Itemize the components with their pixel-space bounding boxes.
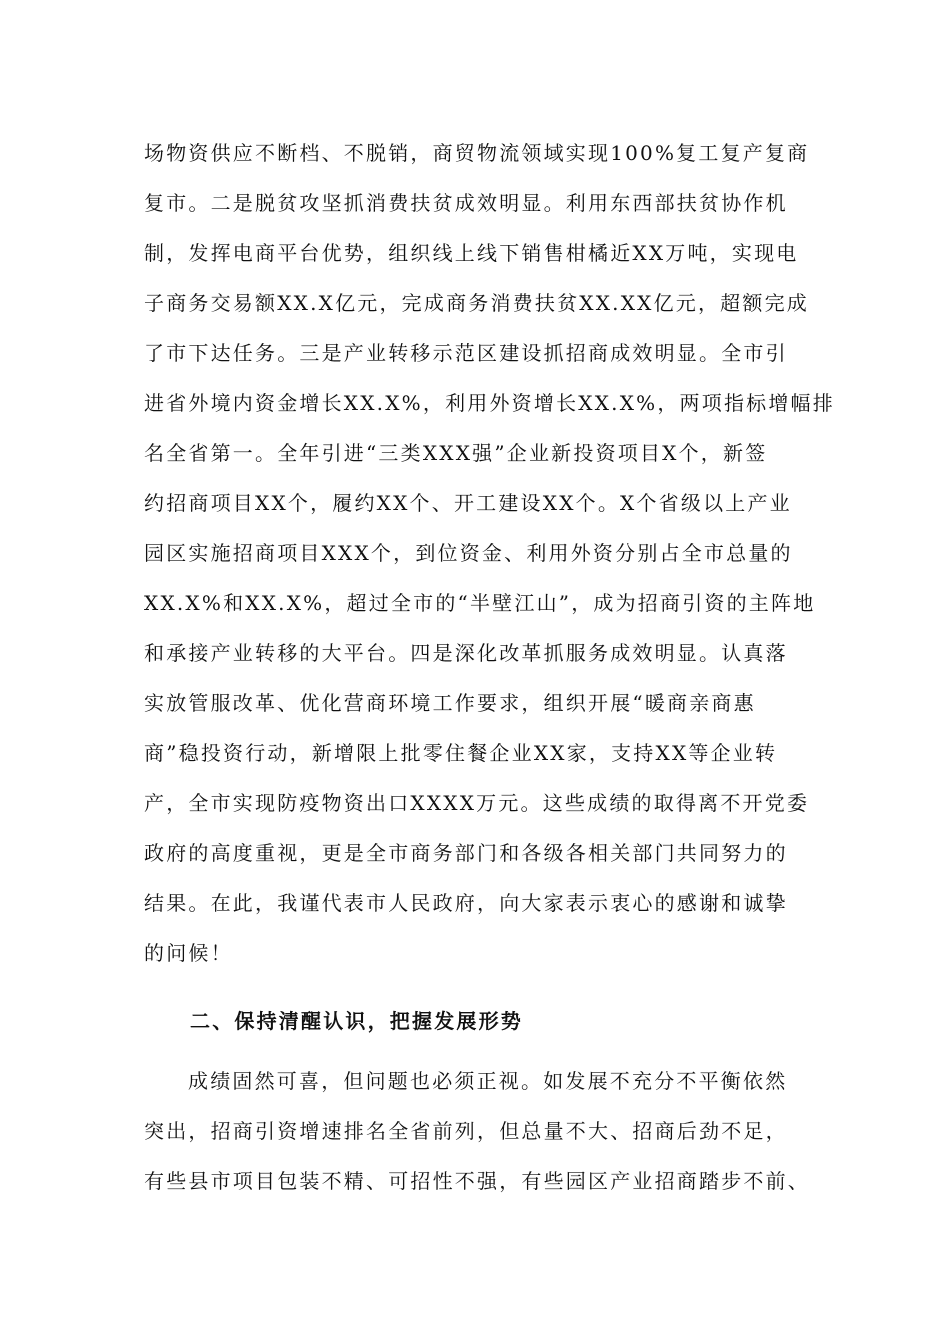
body-line: 子商务交易额XX.X亿元，完成商务消费扶贫XX.XX亿元，超额完成: [144, 291, 809, 315]
body-line: 复市。二是脱贫攻坚抓消费扶贫成效明显。利用东西部扶贫协作机: [144, 191, 788, 215]
section-heading: 二、保持清醒认识，把握发展形势: [190, 1009, 523, 1033]
document-content: [144, 128, 835, 1193]
body-line: 了市下达任务。三是产业转移示范区建设抓招商成效明显。全市引: [144, 341, 788, 365]
body-line: 商”稳投资行动，新增限上批零住餐企业XX家，支持XX等企业转: [144, 741, 778, 765]
body-line: 约招商项目XX个，履约XX个、开工建设XX个。X个省级以上产业: [144, 491, 792, 515]
body-line: XX.X%和XX.X%，超过全市的“半壁江山”，成为招商引资的主阵地: [144, 591, 816, 615]
section-line: 有些县市项目包装不精、可招性不强，有些园区产业招商踏步不前、: [144, 1169, 810, 1193]
body-line: 园区实施招商项目XXX个，到位资金、利用外资分别占全市总量的: [144, 541, 793, 565]
body-line: 名全省第一。全年引进“三类XXX强”企业新投资项目X个，新签: [144, 441, 768, 465]
body-paragraph: [144, 128, 835, 978]
body-line: 制，发挥电商平台优势，组织线上线下销售柑橘近XX万吨，实现电: [144, 241, 799, 265]
body-line: 场物资供应不断档、不脱销，商贸物流领域实现100%复工复产复商: [144, 141, 810, 165]
body-line: 政府的高度重视，更是全市商务部门和各级各相关部门共同努力的: [144, 841, 788, 865]
body-line: 和承接产业转移的大平台。四是深化改革抓服务成效明显。认真落: [144, 641, 788, 665]
section-paragraph: [144, 1056, 810, 1206]
section-line: 突出，招商引资增速排名全省前列，但总量不大、招商后劲不足，: [144, 1119, 788, 1143]
body-line: 实放管服改革、优化营商环境工作要求，组织开展“暖商亲商惠: [144, 691, 756, 715]
section-line: 成绩固然可喜，但问题也必须正视。如发展不充分不平衡依然: [188, 1069, 788, 1093]
body-line: 结果。在此，我谨代表市人民政府，向大家表示衷心的感谢和诚挚: [144, 891, 788, 915]
body-line: 产，全市实现防疫物资出口XXXX万元。这些成绩的取得离不开党委: [144, 791, 810, 815]
body-line: 进省外境内资金增长XX.X%，利用外资增长XX.X%，两项指标增幅排: [144, 391, 835, 415]
body-line: 的问候！: [144, 941, 233, 965]
